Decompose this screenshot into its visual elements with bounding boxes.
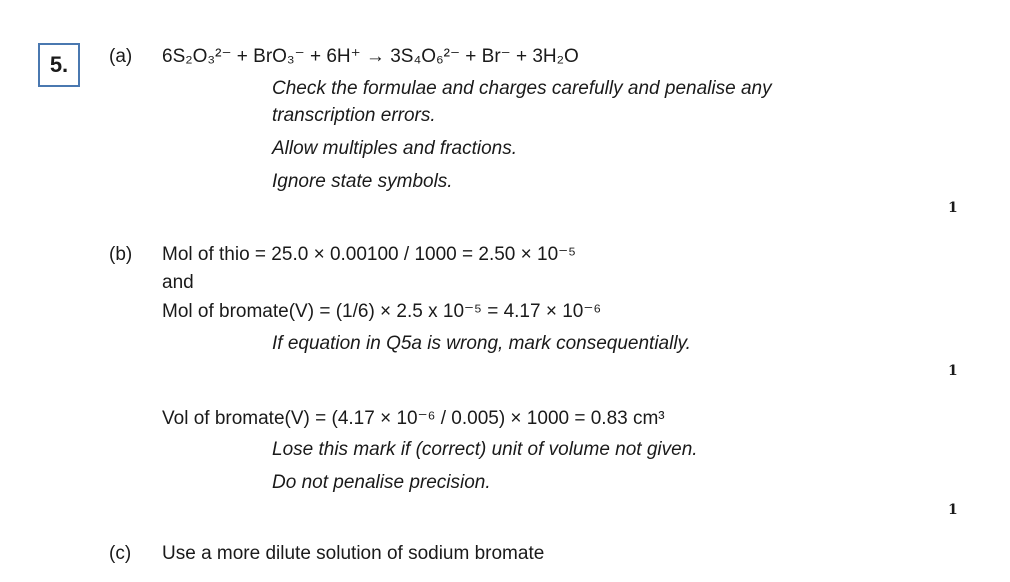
part-b-line-2: and bbox=[162, 272, 194, 293]
part-a-label: (a) bbox=[109, 46, 133, 67]
part-b-label: (b) bbox=[109, 244, 133, 265]
part-b-line-3: Mol of bromate(V) = (1/6) × 2.5 x 10⁻⁵ = 4.17 × 10⁻⁶ bbox=[162, 301, 602, 322]
question-number: 5. bbox=[49, 52, 69, 77]
question-number-box bbox=[38, 43, 80, 87]
part-b-line-4: Vol of bromate(V) = (4.17 × 10⁻⁶ / 0.005) × 1000 = 0.83 cm³ bbox=[162, 408, 665, 429]
part-b-mark-1: 1 bbox=[948, 363, 958, 379]
part-c-line-1: Use a more dilute solution of sodium bromate bbox=[162, 543, 545, 564]
part-b-line-1: Mol of thio = 25.0 × 0.00100 / 1000 = 2.50 × 10⁻⁵ bbox=[162, 244, 577, 265]
part-b-note-3: Do not penalise precision. bbox=[272, 472, 491, 493]
part-a-note-2: transcription errors. bbox=[272, 105, 436, 126]
part-a-equation: 6S₂O₃²⁻ + BrO₃⁻ + 6H⁺ → 3S₄O₆²⁻ + Br⁻ + 3H₂O bbox=[162, 46, 579, 67]
part-a-mark: 1 bbox=[948, 200, 958, 216]
part-b-note-2: Lose this mark if (correct) unit of volume not given. bbox=[272, 439, 698, 460]
part-c-label: (c) bbox=[109, 543, 132, 564]
part-b-note-1: If equation in Q5a is wrong, mark consequentially. bbox=[272, 333, 691, 354]
part-b-mark-2: 1 bbox=[948, 502, 958, 518]
part-a-note-1: Check the formulae and charges carefully and penalise any bbox=[272, 78, 772, 99]
part-a-note-3: Allow multiples and fractions. bbox=[272, 138, 517, 159]
part-a-note-4: Ignore state symbols. bbox=[272, 171, 453, 192]
